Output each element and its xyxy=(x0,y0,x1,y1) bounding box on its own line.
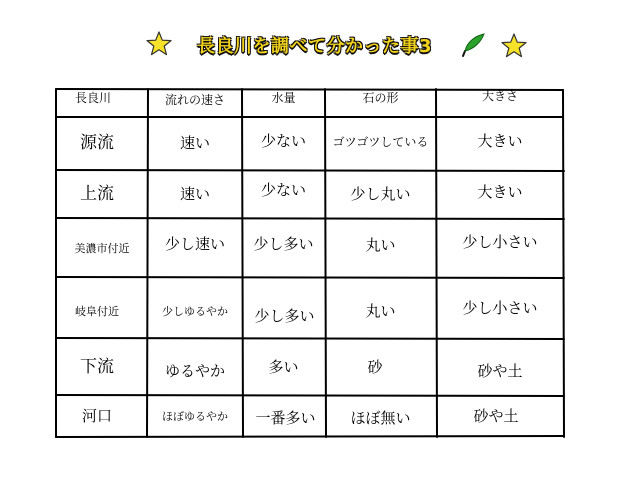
table-cell: 少しゆるやか xyxy=(162,305,228,318)
table-cell: 少し多い xyxy=(254,307,315,325)
table-cell: 大きい xyxy=(477,132,523,150)
row-label: 美濃市付近 xyxy=(74,242,130,255)
table-cell: 砂や土 xyxy=(473,407,519,425)
table-cell: 丸い xyxy=(365,236,396,254)
river-comparison-table xyxy=(55,88,565,438)
table-cell: ほぼゆるやか xyxy=(162,410,228,423)
star-icon xyxy=(145,30,173,58)
table-cell: 少し速い xyxy=(164,235,225,253)
header-stone-shape: 石の形 xyxy=(362,91,399,105)
star-icon xyxy=(500,32,528,60)
leaf-icon xyxy=(457,32,487,58)
table-cell: 少し小さい xyxy=(462,299,538,317)
header-flow-speed: 流れの速さ xyxy=(164,93,225,107)
header-water-volume: 水量 xyxy=(271,91,296,105)
header-size: 大きさ xyxy=(481,89,518,103)
header-river: 長良川 xyxy=(75,91,112,105)
table-cell: ゆるやか xyxy=(164,362,225,380)
row-label: 岐阜付近 xyxy=(75,305,119,318)
row-label: 源流 xyxy=(80,133,114,153)
table-cell: 少し多い xyxy=(253,235,314,253)
table-cell: ほぼ無い xyxy=(350,409,411,427)
table-cell: ゴツゴツしている xyxy=(332,134,429,149)
table-cell: 速い xyxy=(179,184,210,203)
title-banner xyxy=(145,28,535,64)
row-label: 河口 xyxy=(81,407,112,425)
table-cell: 丸い xyxy=(365,302,396,320)
row-label: 上流 xyxy=(80,183,114,204)
table-cell: 砂や土 xyxy=(477,362,523,380)
table-cell: 大きい xyxy=(477,182,523,201)
table-cell: 少し丸い xyxy=(350,184,411,203)
page-title: 長良川を調べて分かった事3 xyxy=(197,36,433,57)
table-cell: 一番多い xyxy=(255,409,316,427)
table-cell: 少し小さい xyxy=(462,233,538,251)
table-cell: 速い xyxy=(179,134,210,152)
table-cell: 多い xyxy=(268,358,299,376)
table-cell: 少ない xyxy=(260,132,306,150)
row-label: 下流 xyxy=(80,357,114,377)
table-cell: 砂 xyxy=(367,358,383,376)
table-cell: 少ない xyxy=(260,180,306,199)
